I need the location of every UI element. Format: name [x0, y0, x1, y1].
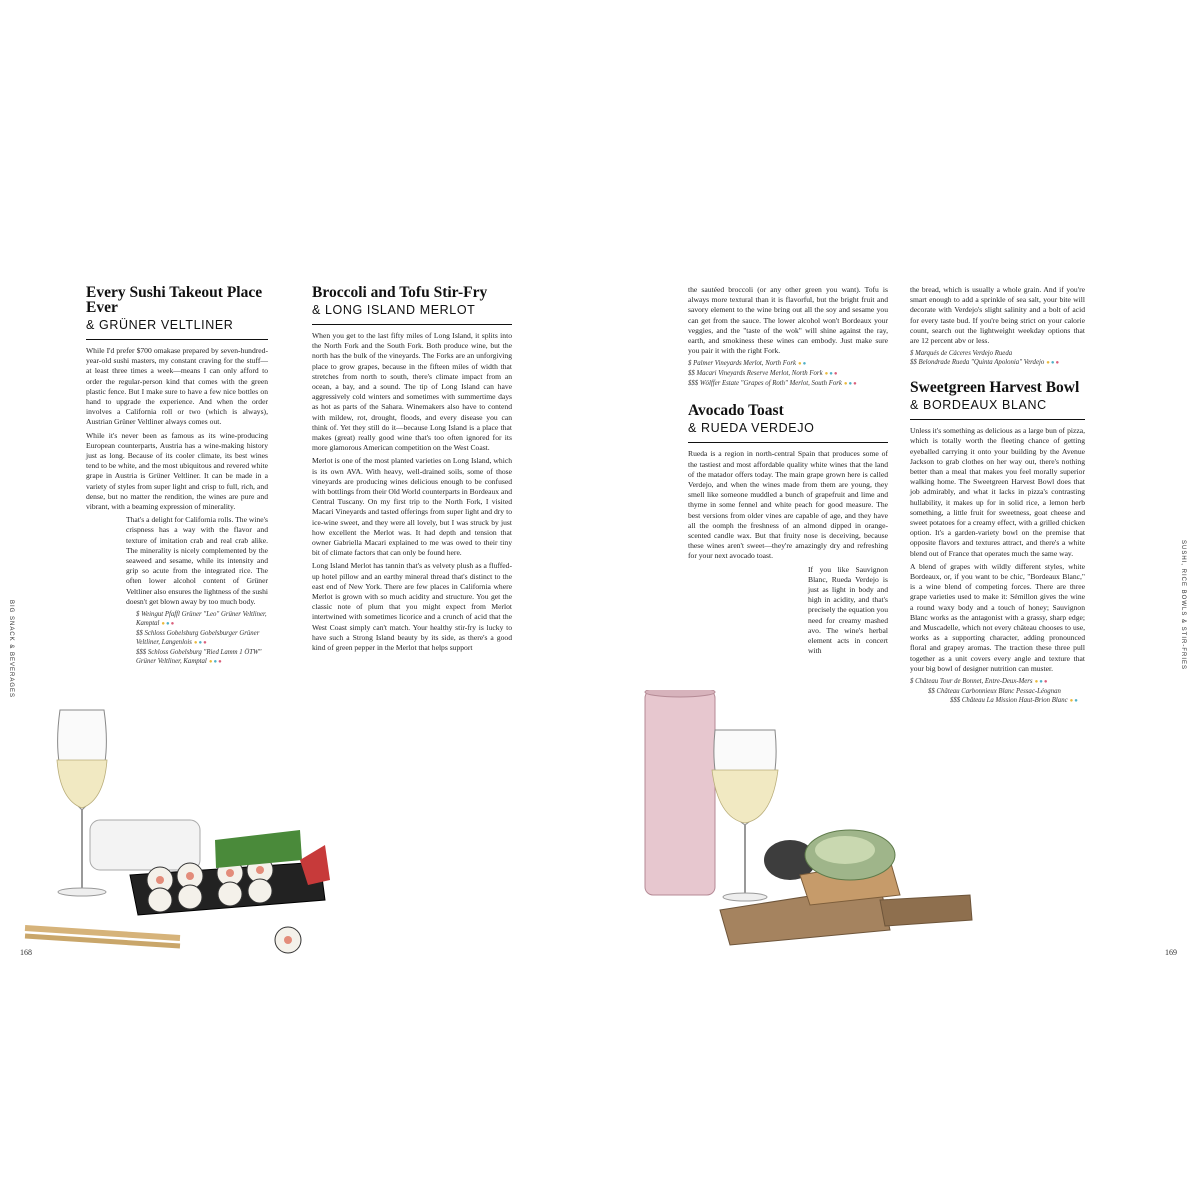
wine-item: $ Marqués de Cáceres Verdejo Rueda [910, 350, 1013, 358]
wine-item: $$ Schloss Gobelsburg Gobelsburger Grüner Veltliner, Langenlois ●●● [136, 630, 260, 647]
wine-item: $ Palmer Vineyards Merlot, North Fork ●● [688, 360, 808, 368]
rating-dots-icon: ●● [1069, 698, 1079, 705]
article-subtitle: & RUEDA VERDEJO [688, 421, 815, 436]
article-subtitle: & BORDEAUX BLANC [910, 398, 1047, 413]
avocado-toast-icon [800, 830, 900, 905]
sushi-wine-illustration [20, 700, 340, 970]
article-title: Broccoli and Tofu Stir-Fry [312, 284, 488, 301]
paragraph: Rueda is a region in north-central Spain that produces some of the tastiest and most affordable quality white wines that the land of the matador offers today. The main grape grown here is called Verdejo, and when the wines made from them are young, they smell like someone muddled a bunch of grapefruit and lime and thyme in some fennel and white peach for good measure. The best versions from older vines are capable of age, and they have all the oomph the freshness of an almond dipped in orange-scented candle wax. But that fruity nose is deceiving, because these wines aren't sweet—they're amazingly dry and refreshing for your next avocado toast. [688, 449, 888, 561]
rating-dots-icon: ●●● [1046, 360, 1061, 367]
paragraph: When you get to the last fifty miles of Long Island, it splits into the North Fork and the South Fork. Both produce wine, but the north has the bulk of the vineyards. The Forks are an unforgiving place to grow grapes, because in the fifteen miles of width that stretches from north to south, there's climate impact from an ocean, a bay, and a sound. The tip of Long Island can have aggressively cold winters and sometimes with summertime days as hot as parts of the Sahara. Winemakers also have to contend with mildew, rot, drought, floods, and every disease you can think of. Yet they still do it—because Long Island is a place that makes (great) really good wine that's too often ignored for its more glamorous American competition on the West Coast. [312, 331, 512, 453]
paragraph: While it's never been as famous as its wine-producing European counterparts, Austria has a wine-making history just as long. Because of its cooler climate, its best wines tend to be white, and the most ubiquitous and revered white grape in Austria is Grüner Veltliner. It can be made in a variety of styles from super light and crisp to full, rich, and dense, but no matter the rendition, the wines are pure and vibrant, with a beaming expression of minerality. [86, 430, 268, 512]
rating-dots-icon: ●● [797, 361, 808, 368]
rating-dots-icon: ●●● [161, 621, 176, 628]
rating-dots-icon: ●●● [193, 640, 208, 647]
left-column-2 [312, 285, 512, 656]
avocado-toast-illustration [640, 690, 1020, 960]
paragraph: Long Island Merlot has tannin that's as velvety plush as a fluffed-up hotel pillow and an earthy mineral thread that's distinct to the east end of New York. There are few places in California where Merlot is grown with so much acidity and structure. You get the classic note of plum that you might expect from Merlot intertwined with sometimes licorice and a crunch of acid that the West Coast simply can't match. Your healthy stir-fry is lucky to have such a Strong Island beauty by its side, as there's a good kind of green pepper in the Merlot that helps support [312, 561, 512, 653]
wine-item: $ Château Tour de Bonnet, Entre-Deux-Mers ●●● [910, 678, 1049, 686]
article-title: Sweetgreen Harvest Bowl [910, 379, 1080, 397]
wine-item: $$ Macari Vineyards Reserve Merlot, North Fork ●●● [688, 370, 839, 378]
divider [86, 339, 268, 340]
paragraph: If you like Sauvignon Blanc, Rueda Verdejo is just as light in body and high in acidity, and that's precisely the equation you need for creamy mashed avo. The wine's herbal element acts in concert with [808, 564, 888, 656]
rating-dots-icon: ●●● [1034, 679, 1049, 686]
article-title: Every Sushi Takeout Place Ever [86, 284, 263, 316]
page-number-left: 168 [20, 948, 32, 957]
wine-list [910, 349, 1085, 368]
rating-dots-icon: ●●● [208, 659, 223, 666]
rating-dots-icon: ●●● [824, 371, 839, 378]
rating-dots-icon: ●●● [843, 381, 858, 388]
wine-item: $$ Château Carbonnieux Blanc Pessac-Léognan [928, 688, 1061, 696]
paragraph: the sautéed broccoli (or any other green you want). Tofu is always more textural than it is flavorful, but the bright fruit and savory element to the wine bring out all the soy and sesame you can get from the sauce. The lower alcohol won't Bordeaux your veggies, and the "taste of the wok" will shine against the ray, earth, and smokiness these wines can embody. Just make sure you pair it with the right Fork. [688, 285, 888, 356]
wine-list [136, 610, 268, 667]
wine-item: $$$ Schloss Gobelsburg "Ried Lamm 1 ÖTW" Grüner Veltliner, Kamptal ●●● [136, 649, 262, 666]
wine-item: $$ Belondrade Rueda "Quinta Apolonia" Verdejo ●●● [910, 359, 1061, 367]
paragraph: A blend of grapes with wildly different styles, white Bordeaux, or, if you want to be chic, "Bordeaux Blanc," is a wine blend of competing forces. There are three grape varieties used to make it: Sémillon gives the wine a round waxy body and a touch of honey; Sauvignon Blanc works as the antagonist with a grassy, sharp edge; and Muscadelle, which not every château chooses to use, works as a supporting character, adding pronounced floral and grapey aromas. The traction these three pull together as a unit covers every angle and texture that your big bowl of designer nutrition can muster. [910, 561, 1085, 673]
wine-list [688, 359, 888, 389]
right-column-3 [688, 285, 888, 659]
divider [688, 442, 888, 443]
right-column-4 [910, 285, 1085, 710]
article-subtitle: & GRÜNER VELTLINER [86, 318, 234, 332]
paragraph: the bread, which is usually a whole grain. And if you're smart enough to add a sprinkle of sea salt, your bite will decorate with Verdejo's slight salinity and a bolt of acid for every taste bud. If you're being strict on your calorie count, search out the lightweight weekday options that are 12 percent abv or less. [910, 285, 1085, 346]
paragraph: That's a delight for California rolls. The wine's crispness has a way with the flavor and texture of imitation crab and real crab alike. The minerality is nicely complemented by the seaweed and sesame, while its intensity and grip so acute from the integrated rice. The often lower alcohol content of Grüner Veltliner also ensures the lightness of the sushi doesn't get blown away by too much body. [126, 515, 268, 606]
paragraph: Merlot is one of the most planted varieties on Long Island, which is its own AVA. With heavy, well-drained soils, some of those vineyards are producing wines delicious enough to be confused with bottlings from their Old World counterparts in Bordeaux and Central Tuscany. On my first trip to the North Fork, I visited Macari Vineyards and tasted offerings from super light and dry to ice-wine sweet, and they were all lovely, but I was struck by just how excellent the Merlot was. It had depth and tension that owner Gabriella Macari explained to me was owed to their tiny bit of climate factors that can only be found here. [312, 456, 512, 558]
wine-item: $ Weingut Pfaffl Grüner "Leo" Grüner Veltliner, Kamptal ●●● [136, 611, 267, 628]
wine-item: $$$ Wölffer Estate "Grapes of Roth" Merlot, South Fork ●●● [688, 380, 858, 388]
wine-glass-icon [712, 730, 778, 901]
article-title: Avocado Toast [688, 402, 784, 420]
paragraph: Unless it's something as delicious as a large bun of pizza, which is totally worth the fleeting chance of getting eyeballed carrying it onto your building by the Avenue Jackson to grab clothes on her way out, there's nothing better than a meal that makes you feel morally superior walking home. The Sweetgreen Harvest Bowl does that job admirably, and what it lacks in pizza's contrasting hullability, it makes up for in solid rice, a lemon herb something, a little fruit for sweetness, goat cheese and sweet potatoes for a creamy effect, with a grilled chicken option. It's a garden-variety bowl on the premise that opposite flavors and textures attract, and there's a white blend out of France that operates much the same way. [910, 426, 1085, 558]
article-subtitle: & LONG ISLAND MERLOT [312, 303, 476, 317]
page-number-right: 169 [1165, 948, 1177, 957]
divider [910, 419, 1085, 420]
divider [312, 324, 512, 325]
wine-item: $$$ Château La Mission Haut-Brion Blanc ●● [950, 697, 1079, 705]
right-spine-text: SUSHI, RICE BOWLS & STIR-FRIES [1180, 540, 1186, 671]
pink-can-icon [645, 690, 715, 895]
left-spine-text: BIG SNACK & BEVERAGES [8, 600, 14, 699]
paragraph: While I'd prefer $700 omakase prepared by seven-hundred-year-old sushi masters, my constant craving for the stuff—at least three times a week—means I can only afford to order the regular-person kind that comes with the green plastic fence. But I make sure to have a few nice bottles on hand to upgrade the experience. And when the order involves a California roll or two (which is always), Austrian Grüner Veltliner always comes out. [86, 346, 268, 427]
left-column-1 [86, 285, 268, 671]
